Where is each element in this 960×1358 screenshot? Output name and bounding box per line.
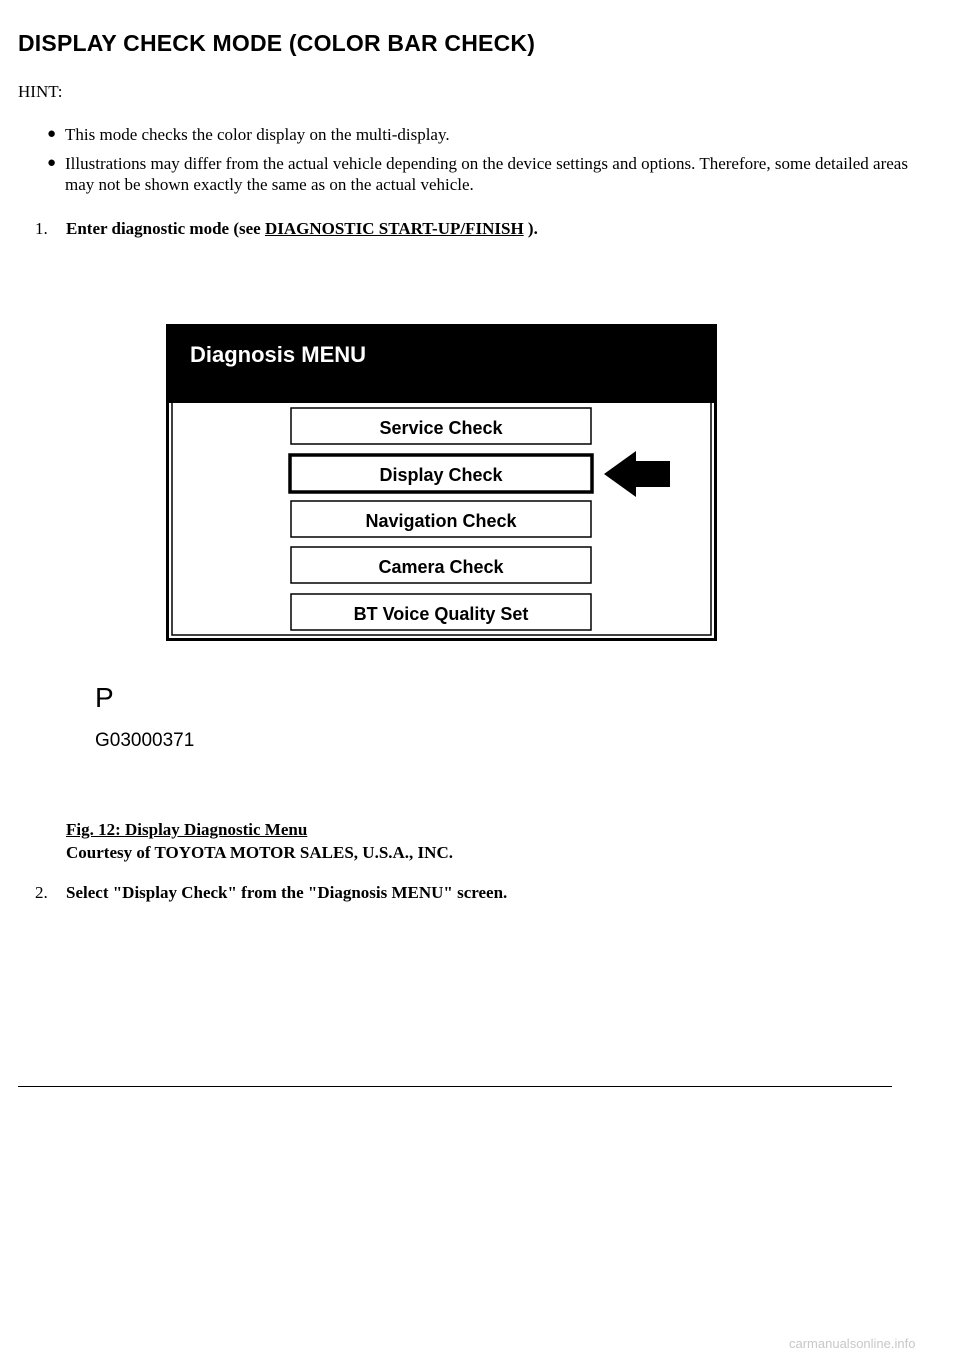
list-item [45,153,925,195]
figure-code: G03000371 [95,730,195,751]
figure-label-p: P [95,682,114,713]
menu-button-label: Service Check [379,418,503,438]
figure-header-text: Diagnosis MENU [190,342,367,367]
page-title: DISPLAY CHECK MODE (COLOR BAR CHECK) [18,30,536,56]
step-text: Enter diagnostic mode (see [66,219,265,238]
figure-caption [66,818,453,864]
menu-button-camera-check[interactable] [291,547,591,583]
diagnosis-menu-figure [166,324,717,641]
figure-caption-title[interactable]: Fig. 12: Display Diagnostic Menu [66,820,308,839]
bullet-text: This mode checks the color display on the multi-display. [65,125,450,144]
step-number: 1. [35,219,48,238]
menu-button-label: Display Check [379,465,503,485]
bullet-icon: ● [47,126,57,142]
hint-list [45,124,925,203]
menu-button-label: BT Voice Quality Set [353,604,529,624]
footer-watermark: carmanualsonline.info [789,1336,916,1351]
step-2 [35,883,507,903]
page-divider [18,1086,892,1087]
menu-button-bt-voice-quality-set[interactable] [291,594,591,630]
diagnostic-startup-link[interactable]: DIAGNOSTIC START-UP/FINISH [264,219,524,238]
bullet-text: Illustrations may differ from the actual vehicle depending on the device settings and options. Therefore, some detailed areas may not be shown exactly the same as on the actual vehicle. [65,154,908,194]
step-1 [35,219,538,239]
figure-courtesy: Courtesy of TOYOTA MOTOR SALES, U.S.A., INC. [66,843,453,862]
menu-button-service-check[interactable] [291,408,591,444]
hint-label: HINT: [18,82,63,101]
menu-button-navigation-check[interactable] [291,501,591,537]
step-text-end: ). [523,219,538,238]
menu-button-display-check[interactable] [290,455,592,492]
step-text: Select "Display Check" from the "Diagnosis MENU" screen. [66,883,508,902]
list-item [45,124,925,145]
bullet-icon: ● [47,155,57,171]
step-number: 2. [35,883,48,902]
menu-button-label: Navigation Check [365,511,517,531]
menu-button-label: Camera Check [378,557,504,577]
